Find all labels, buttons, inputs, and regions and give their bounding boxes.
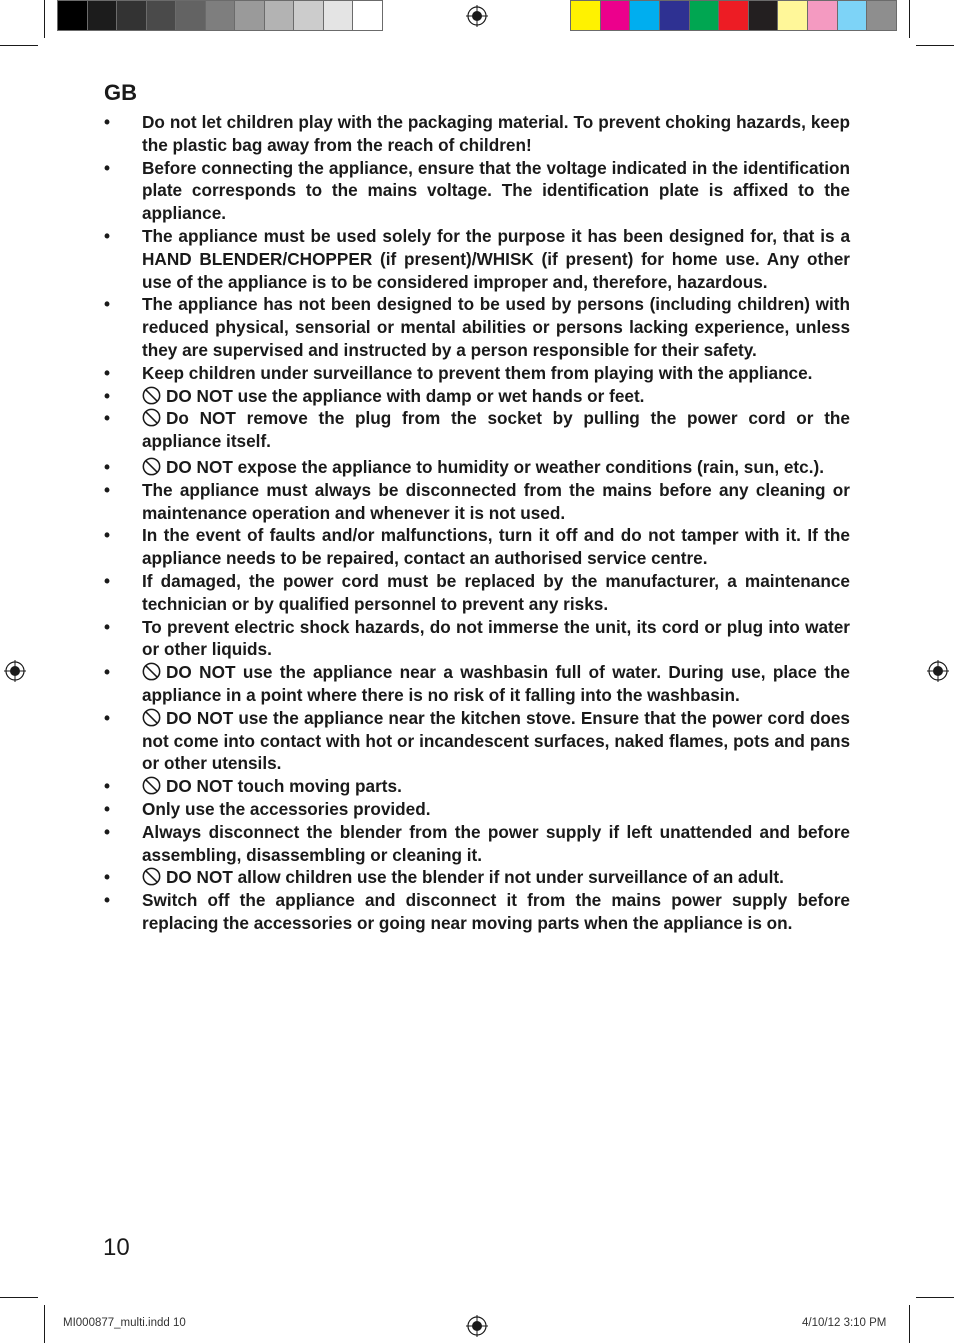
list-item-text: Keep children under surveillance to prevent them from playing with the appliance. [142,362,813,383]
prohibited-icon [142,386,161,405]
registration-mark-icon [927,660,949,682]
list-item [104,293,850,361]
list-item [104,707,850,775]
bullet: • [104,525,111,546]
prohibited-icon [142,662,161,681]
prohibited-icon [142,776,161,795]
list-item-text: DO NOT expose the appliance to humidity or weather conditions (rain, sun, etc.). [166,456,824,477]
crop-mark [916,1297,954,1298]
color-swatch [778,1,808,30]
registration-mark-icon [466,1315,488,1337]
list-item-text: Only use the accessories provided. [142,798,431,819]
list-item [104,385,850,408]
color-swatch [660,1,690,30]
print-slug-date: 4/10/12 3:10 PM [802,1317,887,1329]
bullet: • [104,707,111,728]
registration-mark-icon [4,660,26,682]
list-item-text: DO NOT touch moving parts. [166,776,402,797]
list-item-text: Before connecting the appliance, ensure that the voltage indicated in the identification plate corresponds to the mains voltage. The identification plate is affixed to the appliance. [142,157,850,224]
crop-mark [909,1305,910,1343]
list-item [104,157,850,225]
prohibited-icon [142,867,161,886]
crop-mark [0,1297,38,1298]
bullet: • [104,662,111,683]
prohibited-icon [142,457,161,476]
list-item-text: Do not let children play with the packaging material. To prevent choking hazards, keep the plastic bag away from the reach of children! [142,112,850,155]
list-item-text: Do NOT remove the plug from the socket by pulling the power cord or the appliance itself. [142,408,850,452]
color-swatch [176,1,206,30]
grayscale-calibration-bar [57,0,383,31]
list-item-text: Always disconnect the blender from the power supply if left unattended and before assembling, disassembling or cleaning it. [142,821,850,865]
color-swatch [808,1,838,30]
bullet: • [104,112,111,132]
color-swatch [867,1,896,30]
list-item [104,524,850,570]
list-item [104,798,850,821]
bullet: • [104,890,111,911]
crop-mark [44,1305,45,1343]
list-item-text: The appliance has not been designed to be used by persons (including children) with reduced physical, sensorial or mental abilities or persons lacking experience, unless they are supervised and instructed by a person responsible for their safety. [142,294,850,360]
list-item [104,821,850,867]
color-swatch [601,1,631,30]
color-swatch [719,1,749,30]
bullet: • [104,225,111,246]
bullet: • [104,362,111,383]
color-swatch [571,1,601,30]
bullet: • [104,456,111,477]
color-calibration-bar [570,0,897,31]
list-item-text: The appliance must always be disconnected from the mains before any cleaning or maintenance operation and whenever it is not used. [142,479,850,523]
bullet: • [104,821,111,842]
bullet: • [104,616,111,637]
crop-mark [909,0,910,38]
crop-mark [44,0,45,38]
bullet: • [104,798,111,819]
color-swatch [88,1,118,30]
list-item-text: The appliance must be used solely for the purpose it has been designed for, that is a HAND BLENDER/CHOPPER (if present)/WHISK (if present) for home use. Any other use of the appliance is to be considered improper and, therefore, hazardous. [142,225,850,292]
list-item [104,570,850,616]
list-item-text: DO NOT use the appliance with damp or wet hands or feet. [166,385,645,406]
color-swatch [690,1,720,30]
color-swatch [206,1,236,30]
list-item [104,407,850,453]
list-item-text: To prevent electric shock hazards, do not immerse the unit, its cord or plug into water or other liquids. [142,616,850,660]
list-item [104,456,850,479]
list-item [104,866,850,889]
bullet: • [104,776,111,797]
prohibited-icon [142,708,161,727]
page-number: 10 [103,1234,130,1261]
crop-mark [916,45,954,46]
list-item-text: If damaged, the power cord must be replaced by the manufacturer, a maintenance technician or by qualified personnel to prevent any risks. [142,570,850,614]
bullet: • [104,867,111,888]
list-item [104,889,850,935]
list-item-text: DO NOT use the appliance near the kitchen stove. Ensure that the power cord does not come into contact with hot or incandescent surfaces, naked flames, pots and pans or other utensils. [142,707,850,774]
list-item-text: DO NOT use the appliance near a washbasin full of water. During use, place the appliance in a point where there is no risk of it falling into the washbasin. [142,662,850,705]
print-slug-file: MI000877_multi.indd 10 [63,1317,186,1329]
list-item-text: Switch off the appliance and disconnect it from the mains power supply before replacing the accessories or going near moving parts when the appliance is on. [142,890,850,933]
list-item [104,479,850,525]
list-item-text: DO NOT allow children use the blender if not under surveillance of an adult. [166,867,784,888]
list-item [104,661,850,707]
bullet: • [104,479,111,500]
registration-mark-icon [466,5,488,27]
color-swatch [265,1,295,30]
list-item [104,111,850,157]
bullet: • [104,385,111,406]
color-swatch [294,1,324,30]
color-swatch [324,1,354,30]
prohibited-icon [142,408,161,427]
color-swatch [58,1,88,30]
safety-instructions-list [104,111,850,935]
bullet: • [104,570,111,591]
list-item [104,225,850,293]
bullet: • [104,294,111,315]
color-swatch [353,1,382,30]
color-swatch [117,1,147,30]
list-item [104,362,850,385]
language-heading: GB [104,80,137,105]
color-swatch [630,1,660,30]
list-item [104,616,850,662]
bullet: • [104,157,111,178]
color-swatch [147,1,177,30]
color-swatch [838,1,868,30]
color-swatch [235,1,265,30]
list-item [104,775,850,798]
list-item-text: In the event of faults and/or malfunctions, turn it off and do not tamper with it. If the appliance needs to be repaired, contact an authorised service centre. [142,525,850,569]
color-swatch [749,1,779,30]
bullet: • [104,408,111,429]
crop-mark [0,45,38,46]
